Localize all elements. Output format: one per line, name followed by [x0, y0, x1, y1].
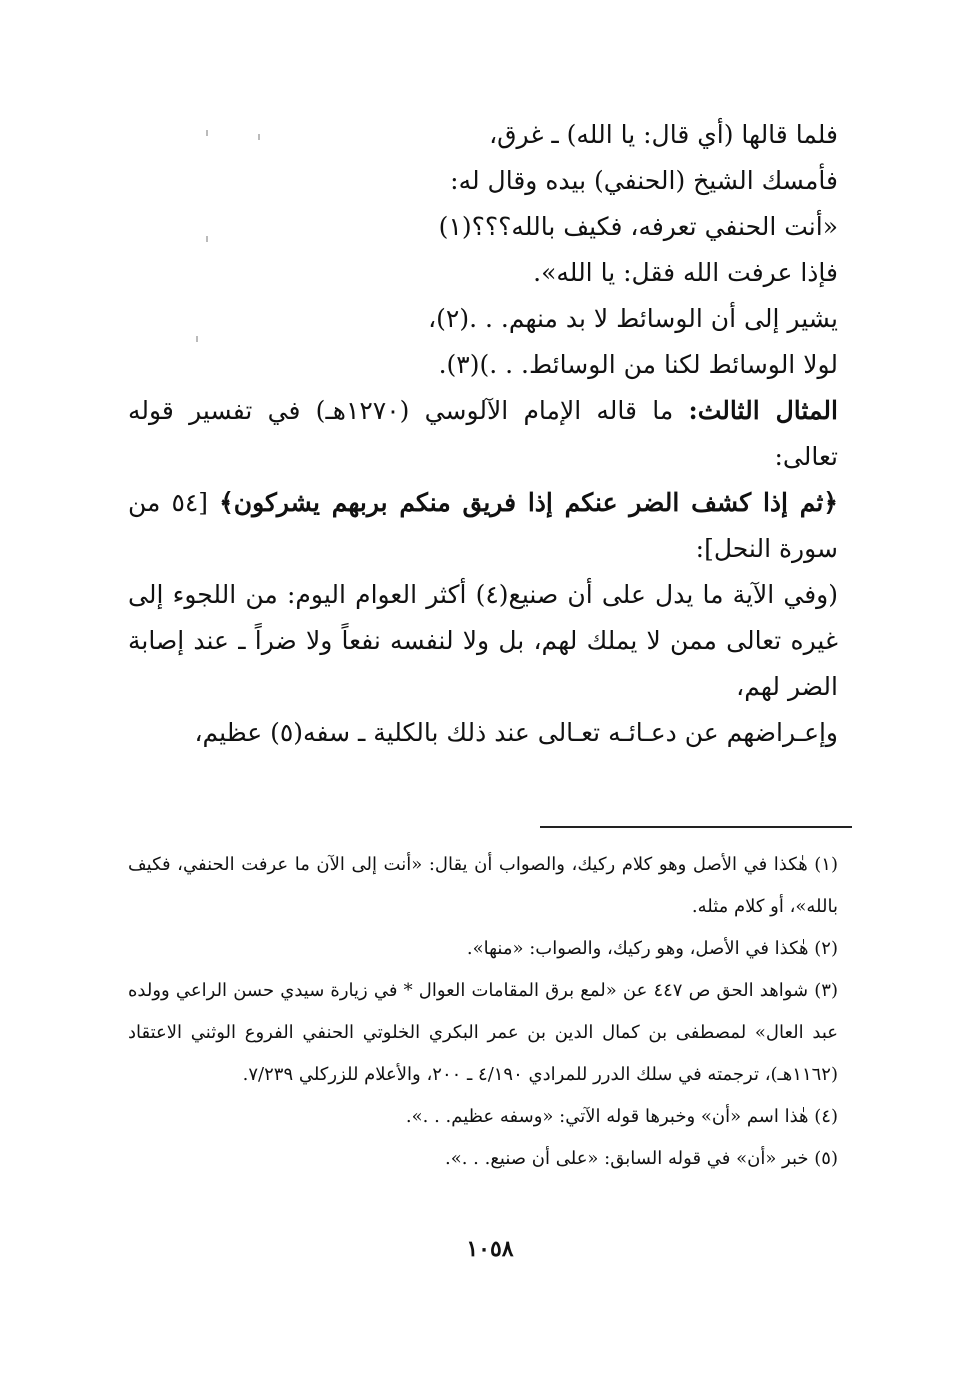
ayah-paragraph — [128, 480, 838, 572]
page-number: ١٠٥٨ — [466, 1236, 514, 1262]
quran-verse: ﴿ثم إذا كشف الضر عنكم إذا فريق منكم بربهم يشركون﴾ — [219, 488, 838, 517]
example-paragraph — [128, 388, 838, 480]
paragraph-2: وإعـراضهم عن دعـائـه تعـالى عند ذلك بالكلية ـ سفه(٥) عظيم، — [194, 718, 838, 747]
scan-speck — [206, 236, 208, 242]
verse-reference: [٥٤ من سورة النحل]: — [128, 488, 838, 563]
text-line-1: فلما قالها (أي قال: يا الله) ـ غرق، — [489, 120, 838, 149]
footnote-divider — [540, 826, 852, 828]
footnote-2: (٢) هٰكذا في الأصل، وهو ركيك، والصواب: «منها». — [466, 938, 838, 959]
footnote-1: (١) هٰكذا في الأصل وهو كلام ركيك، والصواب أن يقال: «أنت إلى الآن ما عرفت الحنفي، فكيف بالله»، أو كلام مثله. — [128, 854, 838, 917]
text-line-5: يشير إلى أن الوسائط لا بد منهم. . .(٢)، — [428, 304, 838, 333]
paragraph-1: (وفي الآية ما يدل على أن صنيع(٤) أكثر العوام اليوم: من اللجوء إلى غيره تعالى ممن لا يملك لهم، بل ولا لنفسه نفعاً ولا ضراً ـ عند إصابة الضر لهم، — [128, 580, 838, 701]
main-text — [128, 112, 838, 756]
scan-speck — [206, 130, 208, 136]
text-line-3: «أنت الحنفي تعرفه، فكيف بالله؟؟؟(١) — [438, 212, 838, 241]
footnotes — [128, 844, 838, 1180]
footnote-3: (٣) شواهد الحق ص ٤٤٧ عن «لمع برق المقامات العوال * في زيارة سيدي حسن الراعي وولده عبد العال» لمصطفى بن كمال الدين بن عمر البكري الخلوتي الحنفي الفروع الوثني الاعتقاد (١١٦٢هـ)، ترجمته في سلك الدرر للمرادي ٤/١٩٠ ـ ٢٠٠، والأعلام للزركلي ٧/٢٣٩. — [128, 980, 838, 1085]
text-line-2: فأمسك الشيخ (الحنفي) بيده وقال له: — [450, 166, 838, 195]
text-line-6: لولا الوسائط لكنا من الوسائط. . .)(٣). — [438, 350, 838, 379]
text-line-4: فإذا عرفت الله فقل: يا الله». — [533, 258, 838, 287]
example-text: ما قاله الإمام الآلوسي (١٢٧٠هـ) في تفسير قوله تعالى: — [128, 396, 838, 471]
scan-speck — [258, 134, 260, 140]
scan-speck — [196, 336, 198, 342]
footnote-4: (٤) هٰذا اسم «أن» وخبرها قوله الآتي: «وسفه عظيم. . .». — [405, 1106, 838, 1127]
example-label: المثال الثالث: — [688, 396, 838, 425]
footnote-5: (٥) خبر «أن» في قوله السابق: «على أن صنيع. . .». — [445, 1148, 838, 1169]
